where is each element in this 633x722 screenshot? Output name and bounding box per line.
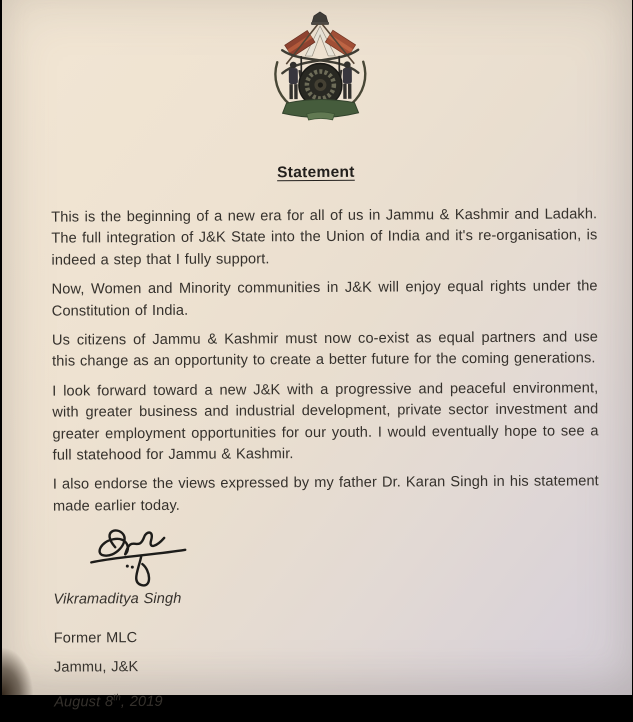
letter-body (51, 204, 600, 721)
signature-block (53, 523, 600, 612)
letter-photo (2, 0, 632, 695)
crest-left-soldier-figure (288, 56, 301, 99)
signatory-place: Jammu, J&K (53, 654, 599, 679)
date-prefix: August 8 (54, 694, 113, 710)
signatory-name: Vikramaditya Singh (53, 587, 599, 612)
jammu-kashmir-crest-emblem (267, 10, 372, 125)
paragraph-intro: This is the beginning of a new era for all of us in Jammu & Kashmir and Ladakh. The full integration of J&K State into the Union of India and it's re-organisation, is indeed a step that I fully support. (51, 204, 597, 272)
paragraph-endorse: I also endorse the views expressed by my father Dr. Karan Singh in his statement made earlier today. (52, 472, 598, 518)
date-ordinal-superscript: th (113, 692, 121, 702)
date-suffix: , 2019 (120, 693, 162, 709)
statement-title: Statement (0, 162, 630, 184)
paragraph-look-forward: I look forward toward a new J&K with a progressive and peaceful environment, with greater business and industrial development, private sector investment and greater employment opportunities for our youth. I would eventually hope to see a full statehood for Jammu & Kashmir. (52, 378, 599, 467)
handwritten-signature (81, 525, 199, 590)
paragraph-coexist: Us citizens of Jammu & Kashmir must now co-exist as equal partners and use this change as an opportunity to create a better future for the coming generations. (51, 327, 597, 373)
signatory-role: Former MLC (53, 625, 599, 650)
paragraph-equal-rights: Now, Women and Minority communities in J&K will enjoy equal rights under the Constitution of India. (51, 277, 597, 323)
statement-date (54, 684, 600, 714)
